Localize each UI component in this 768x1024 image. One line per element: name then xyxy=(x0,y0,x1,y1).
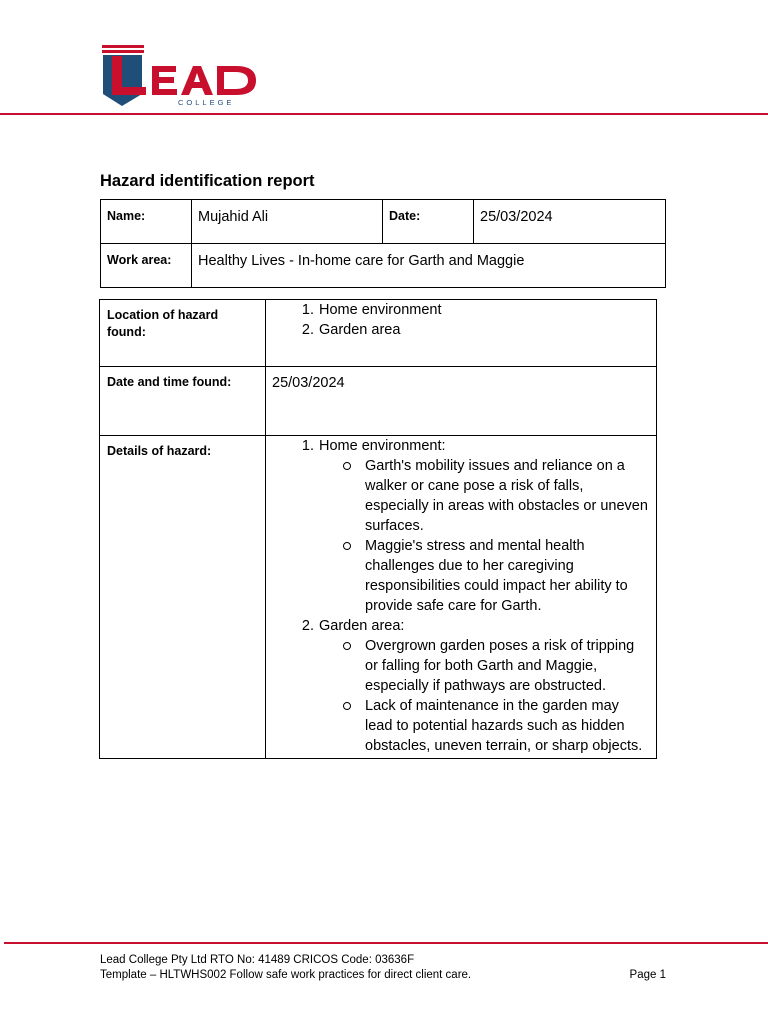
list-item xyxy=(318,436,656,616)
location-cell xyxy=(266,300,657,367)
footer-rule xyxy=(4,942,768,944)
sub-list xyxy=(319,636,656,756)
name-value: Mujahid Ali xyxy=(192,200,383,244)
page-title: Hazard identification report xyxy=(100,172,315,190)
header-rule xyxy=(0,113,768,115)
sub-list-item: Overgrown garden poses a risk of tripping or falling for both Garth and Maggie, especially if pathways are obstructed. xyxy=(365,636,648,696)
sub-list-item: Lack of maintenance in the garden may lead to potential hazards such as hidden obstacles, uneven terrain, or sharp objects. xyxy=(365,696,648,756)
info-table xyxy=(100,199,666,288)
work-area-label: Work area: xyxy=(101,244,192,288)
detail-heading: Home environment: xyxy=(319,438,446,454)
details-label: Details of hazard: xyxy=(100,436,266,759)
date-value: 25/03/2024 xyxy=(474,200,666,244)
sub-list-item: Maggie's stress and mental health challenges due to her caregiving responsibilities could impact her ability to provide safe care for Garth. xyxy=(365,536,648,616)
sub-list xyxy=(319,456,656,616)
date-time-label: Date and time found: xyxy=(100,367,266,436)
footer-line-1: Lead College Pty Ltd RTO No: 41489 CRICOS Code: 03636F xyxy=(100,954,415,966)
page-number: Page 1 xyxy=(629,969,666,981)
footer xyxy=(100,953,666,983)
detail-heading: Garden area: xyxy=(319,618,405,634)
list-item: 2. Garden area xyxy=(318,320,656,340)
logo-subtext: COLLEGE xyxy=(178,98,235,107)
details-cell xyxy=(266,436,657,759)
list-item xyxy=(318,616,656,756)
location-list xyxy=(266,300,656,340)
sub-list-item: Garth's mobility issues and reliance on a walker or cane pose a risk of falls, especially in areas with obstacles or uneven surfaces. xyxy=(365,458,648,534)
location-label: Location of hazard found: xyxy=(100,300,266,367)
footer-line-2: Template – HLTWHS002 Follow safe work practices for direct client care. xyxy=(100,969,472,981)
hazard-table xyxy=(99,299,657,759)
date-time-value: 25/03/2024 xyxy=(266,367,657,436)
name-label: Name: xyxy=(101,200,192,244)
list-item: 1. Home environment xyxy=(318,300,656,320)
work-area-value: Healthy Lives - In-home care for Garth and Maggie xyxy=(192,244,666,288)
details-list xyxy=(266,436,656,756)
date-label: Date: xyxy=(383,200,474,244)
lead-college-logo xyxy=(100,42,260,108)
